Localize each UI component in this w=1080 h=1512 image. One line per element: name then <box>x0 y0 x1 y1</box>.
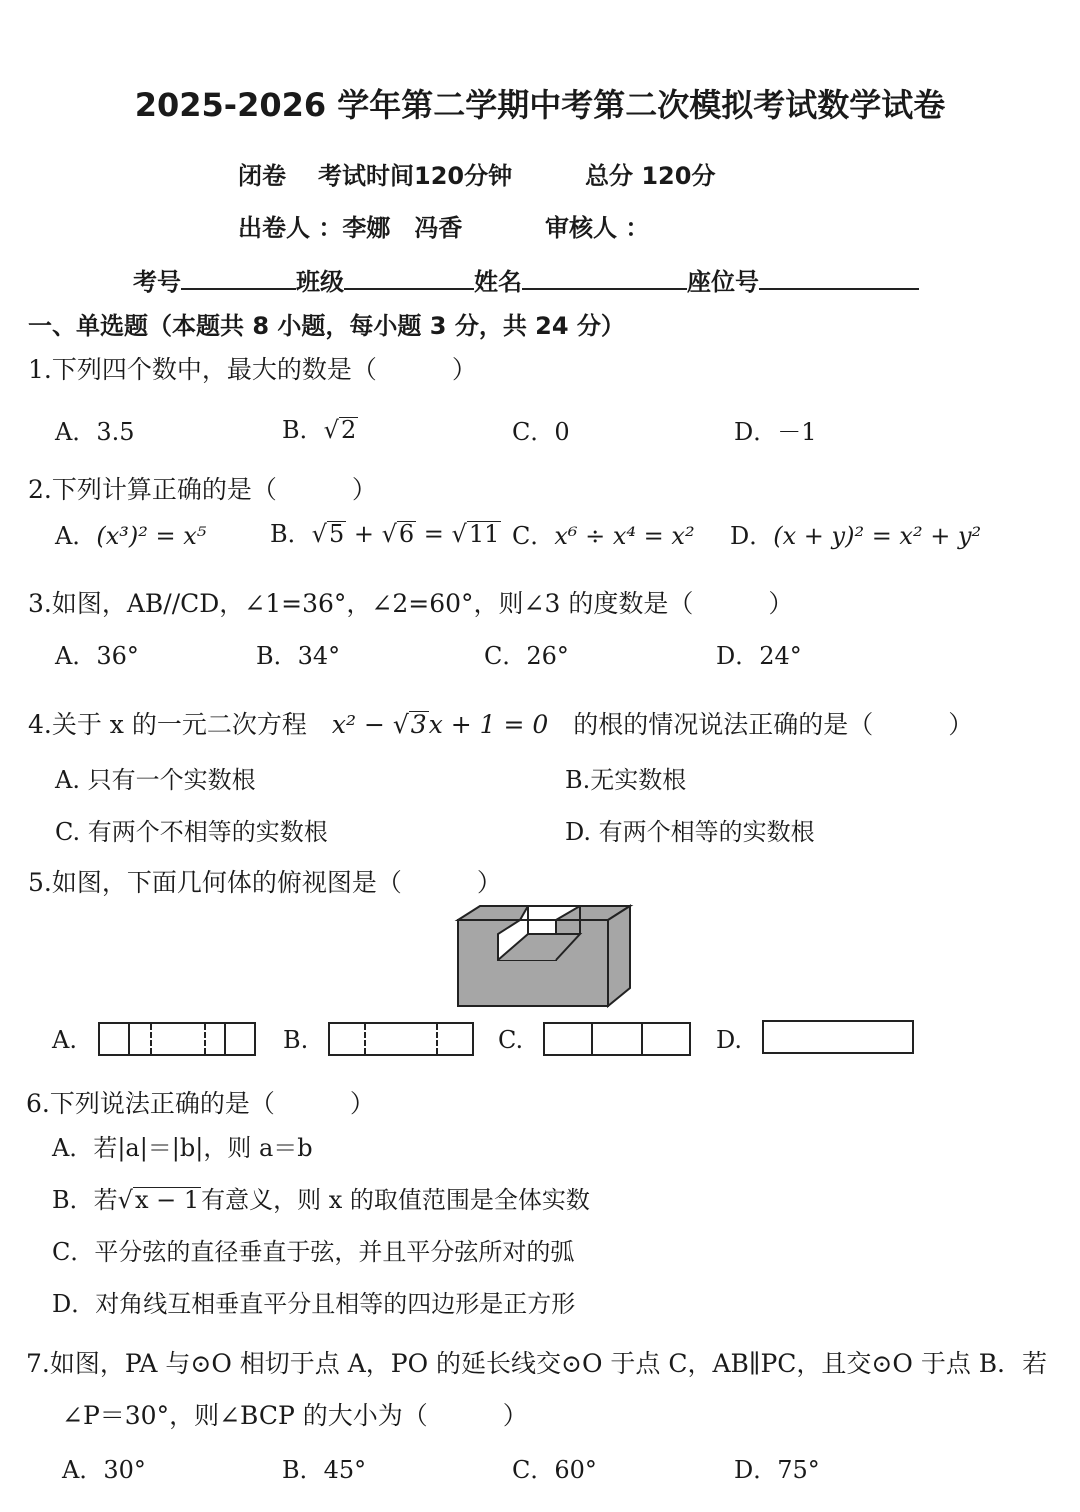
exam-author: 出卷人 ：李娜 冯香 <box>238 214 463 242</box>
q3-option-a[interactable]: A．36° <box>55 642 139 670</box>
q1-option-a[interactable]: A．3.5 <box>55 418 135 446</box>
q4-option-b[interactable]: B.无实数根 <box>565 766 687 794</box>
q2-option-b[interactable]: B．√5 + √6 = √11 <box>270 520 500 548</box>
q1-option-b[interactable]: B．√2 <box>282 416 357 444</box>
q3-option-b[interactable]: B．34° <box>256 642 341 670</box>
q1-stem: 1.下列四个数中，最大的数是（ ） <box>28 355 477 384</box>
seat-label: 座位号 <box>687 268 759 296</box>
q2-option-c[interactable]: C．x⁶ ÷ x⁴ = x² <box>512 522 695 550</box>
q4-option-a[interactable]: A. 只有一个实数根 <box>55 766 256 794</box>
exam-number-field[interactable] <box>181 266 296 290</box>
name-field[interactable] <box>522 266 687 290</box>
q5-option-a-view[interactable] <box>98 1022 256 1056</box>
seat-field[interactable] <box>759 266 919 290</box>
q5-stem: 5.如图，下面几何体的俯视图是（ ） <box>28 868 502 897</box>
exam-reviewer: 审核人 ： <box>545 214 650 242</box>
q5-option-c-view[interactable] <box>543 1022 691 1056</box>
q4-option-d[interactable]: D. 有两个相等的实数根 <box>565 818 815 846</box>
student-info-row <box>133 262 919 297</box>
exam-number-label: 考号 <box>133 268 181 296</box>
q4-stem: 4.关于 x 的一元二次方程 x² − √3x + 1 = 0 的根的情况说法正确的是（ ） <box>28 710 974 739</box>
q5-option-c-label[interactable]: C. <box>498 1026 524 1054</box>
q7-option-a[interactable]: A．30° <box>62 1456 146 1484</box>
q6-option-b[interactable]: B．若√x − 1有意义，则 x 的取值范围是全体实数 <box>52 1186 590 1214</box>
exam-time: 考试时间120分钟 <box>318 162 513 190</box>
q7-option-b[interactable]: B．45° <box>282 1456 367 1484</box>
q1-option-c[interactable]: C．0 <box>512 418 570 446</box>
q2-option-d[interactable]: D．(x + y)² = x² + y² <box>730 522 982 550</box>
q7-option-c[interactable]: C．60° <box>512 1456 597 1484</box>
q5-solid-figure <box>450 898 640 1016</box>
class-label: 班级 <box>296 268 344 296</box>
q5-option-d-label[interactable]: D. <box>716 1026 743 1054</box>
q3-option-d[interactable]: D．24° <box>716 642 802 670</box>
name-label: 姓名 <box>474 268 522 296</box>
exam-title: 2025-2026 学年第二学期中考第二次模拟考试数学试卷 <box>134 86 946 124</box>
exam-total-score: 总分 120分 <box>585 162 716 190</box>
q5-option-a-label[interactable]: A. <box>52 1026 77 1054</box>
q3-stem: 3.如图，AB//CD，∠1=36°，∠2=60°，则∠3 的度数是（ ） <box>28 589 794 618</box>
section-title: 一、单选题（本题共 8 小题，每小题 3 分，共 24 分） <box>28 312 625 340</box>
q7-option-d[interactable]: D．75° <box>734 1456 820 1484</box>
q4-equation: x² − √3x + 1 = 0 <box>331 710 549 739</box>
q7-stem-line2: ∠P＝30°，则∠BCP 的大小为（ ） <box>62 1401 528 1430</box>
q6-option-a[interactable]: A．若|a|＝|b|，则 a＝b <box>52 1134 313 1162</box>
exam-closed-book: 闭卷 <box>238 162 286 190</box>
q5-option-d-view[interactable] <box>762 1020 914 1054</box>
q6-stem: 6.下列说法正确的是（ ） <box>26 1089 375 1118</box>
q3-option-c[interactable]: C．26° <box>484 642 569 670</box>
q6-option-c[interactable]: C．平分弦的直径垂直于弦，并且平分弦所对的弧 <box>52 1238 575 1266</box>
q6-option-d[interactable]: D．对角线互相垂直平分且相等的四边形是正方形 <box>52 1290 576 1318</box>
q5-option-b-label[interactable]: B. <box>283 1026 309 1054</box>
class-field[interactable] <box>344 266 474 290</box>
q7-stem-line1: 7.如图，PA 与⊙O 相切于点 A，PO 的延长线交⊙O 于点 C，AB∥PC，且交⊙O 于点 B．若 <box>26 1349 1048 1378</box>
q1-option-d[interactable]: D．－1 <box>734 418 817 446</box>
q2-stem: 2.下列计算正确的是（ ） <box>28 475 377 504</box>
q4-option-c[interactable]: C. 有两个不相等的实数根 <box>55 818 328 846</box>
q5-option-b-view[interactable] <box>328 1022 474 1056</box>
q2-option-a[interactable]: A．(x³)² = x⁵ <box>55 522 207 550</box>
